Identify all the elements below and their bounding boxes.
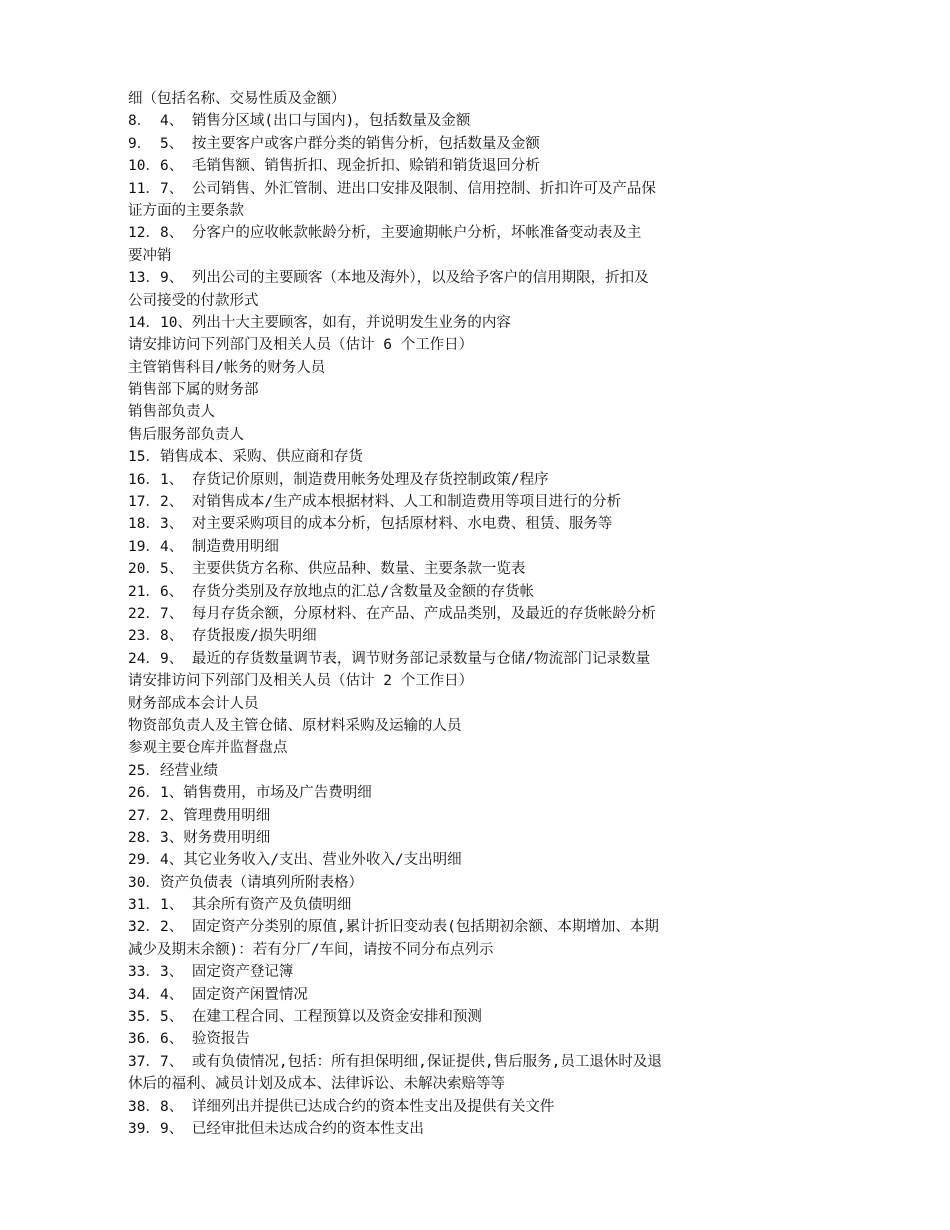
text-line: 33．3、 固定资产登记簿 <box>128 964 294 981</box>
text-line: 细（包括名称、交易性质及金额） <box>128 91 346 107</box>
text-line: 17．2、 对销售成本/生产成本根据材料、人工和制造费用等项目进行的分析 <box>128 494 622 511</box>
text-line: 16．1、 存货记价原则，制造费用帐务处理及存货控制政策/程序 <box>128 471 549 488</box>
text-line: 39．9、 已经审批但未达成合约的资本性支出 <box>128 1120 424 1137</box>
text-line: 销售部负责人 <box>128 404 215 421</box>
text-line: 参观主要仓库并监督盘点 <box>128 740 288 757</box>
text-line: 请安排访问下列部门及相关人员（估计 6 个工作日） <box>128 337 474 354</box>
text-line: 9． 5、 按主要客户或客户群分类的销售分析，包括数量及金额 <box>128 135 540 152</box>
text-line: 18．3、 对主要采购项目的成本分析，包括原材料、水电费、租赁、服务等 <box>128 516 613 533</box>
text-line: 财务部成本会计人员 <box>128 695 259 712</box>
text-line: 15．销售成本、采购、供应商和存货 <box>128 449 363 466</box>
text-line: 休后的福利、减员计划及成本、法律诉讼、未解决索赔等等 <box>128 1076 505 1093</box>
text-line: 减少及期末余额)：若有分厂/车间，请按不同分布点列示 <box>128 941 494 958</box>
text-line: 37．7、 或有负债情况,包括：所有担保明细,保证提供,售后服务,员工退休时及退 <box>128 1053 662 1070</box>
text-line: 31．1、 其余所有资产及负债明细 <box>128 897 352 914</box>
text-line: 主管销售科目/帐务的财务人员 <box>128 359 326 376</box>
text-line: 22．7、 每月存货余额，分原材料、在产品、产成品类别，及最近的存货帐龄分析 <box>128 605 656 622</box>
text-line: 公司接受的付款形式 <box>128 292 259 309</box>
text-line: 32．2、 固定资产分类别的原值,累计折旧变动表(包括期初余额、本期增加、本期 <box>128 919 659 936</box>
text-line: 27．2、管理费用明细 <box>128 807 271 824</box>
text-line: 14．10、列出十大主要顾客，如有，并说明发生业务的内容 <box>128 314 511 331</box>
text-line: 物资部负责人及主管仓储、原材料采购及运输的人员 <box>128 717 462 734</box>
text-line: 13．9、 列出公司的主要顾客（本地及海外），以及给予客户的信用期限，折扣及 <box>128 270 649 287</box>
text-line: 19．4、 制造费用明细 <box>128 538 279 555</box>
text-line: 34．4、 固定资产闲置情况 <box>128 986 308 1003</box>
text-line: 12．8、 分客户的应收帐款帐龄分析，主要逾期帐户分析，坏帐准备变动表及主 <box>128 225 642 242</box>
text-line: 11．7、 公司销售、外汇管制、进出口安排及限制、信用控制、折扣许可及产品保 <box>128 180 656 197</box>
text-line: 25．经营业绩 <box>128 762 218 779</box>
text-line: 26．1、销售费用，市场及广告费明细 <box>128 785 372 802</box>
document-body <box>128 88 738 1140</box>
text-line: 24．9、 最近的存货数量调节表，调节财务部记录数量与仓储/物流部门记录数量 <box>128 650 651 667</box>
text-line: 28．3、财务费用明细 <box>128 829 271 846</box>
text-line: 35．5、 在建工程合同、工程预算以及资金安排和预测 <box>128 1009 482 1026</box>
text-line: 20．5、 主要供货方名称、供应品种、数量、主要条款一览表 <box>128 561 526 578</box>
text-line: 29．4、其它业务收入/支出、营业外收入/支出明细 <box>128 852 462 869</box>
text-line: 23．8、 存货报废/损失明细 <box>128 628 317 645</box>
text-line: 30．资产负债表（请填列所附表格） <box>128 874 363 891</box>
text-line: 8． 4、 销售分区域(出口与国内)，包括数量及金额 <box>128 113 471 130</box>
text-line: 证方面的主要条款 <box>128 202 244 219</box>
text-line: 36．6、 验资报告 <box>128 1031 250 1048</box>
text-line: 销售部下属的财务部 <box>128 382 259 399</box>
text-line: 请安排访问下列部门及相关人员（估计 2 个工作日） <box>128 673 474 690</box>
text-line: 21．6、 存货分类别及存放地点的汇总/含数量及金额的存货帐 <box>128 583 535 600</box>
text-line: 售后服务部负责人 <box>128 426 244 443</box>
text-line: 10．6、 毛销售额、销售折扣、现金折扣、赊销和销货退回分析 <box>128 158 540 175</box>
text-line: 要冲销 <box>128 247 172 264</box>
text-line: 38．8、 详细列出并提供已达成合约的资本性支出及提供有关文件 <box>128 1098 555 1115</box>
